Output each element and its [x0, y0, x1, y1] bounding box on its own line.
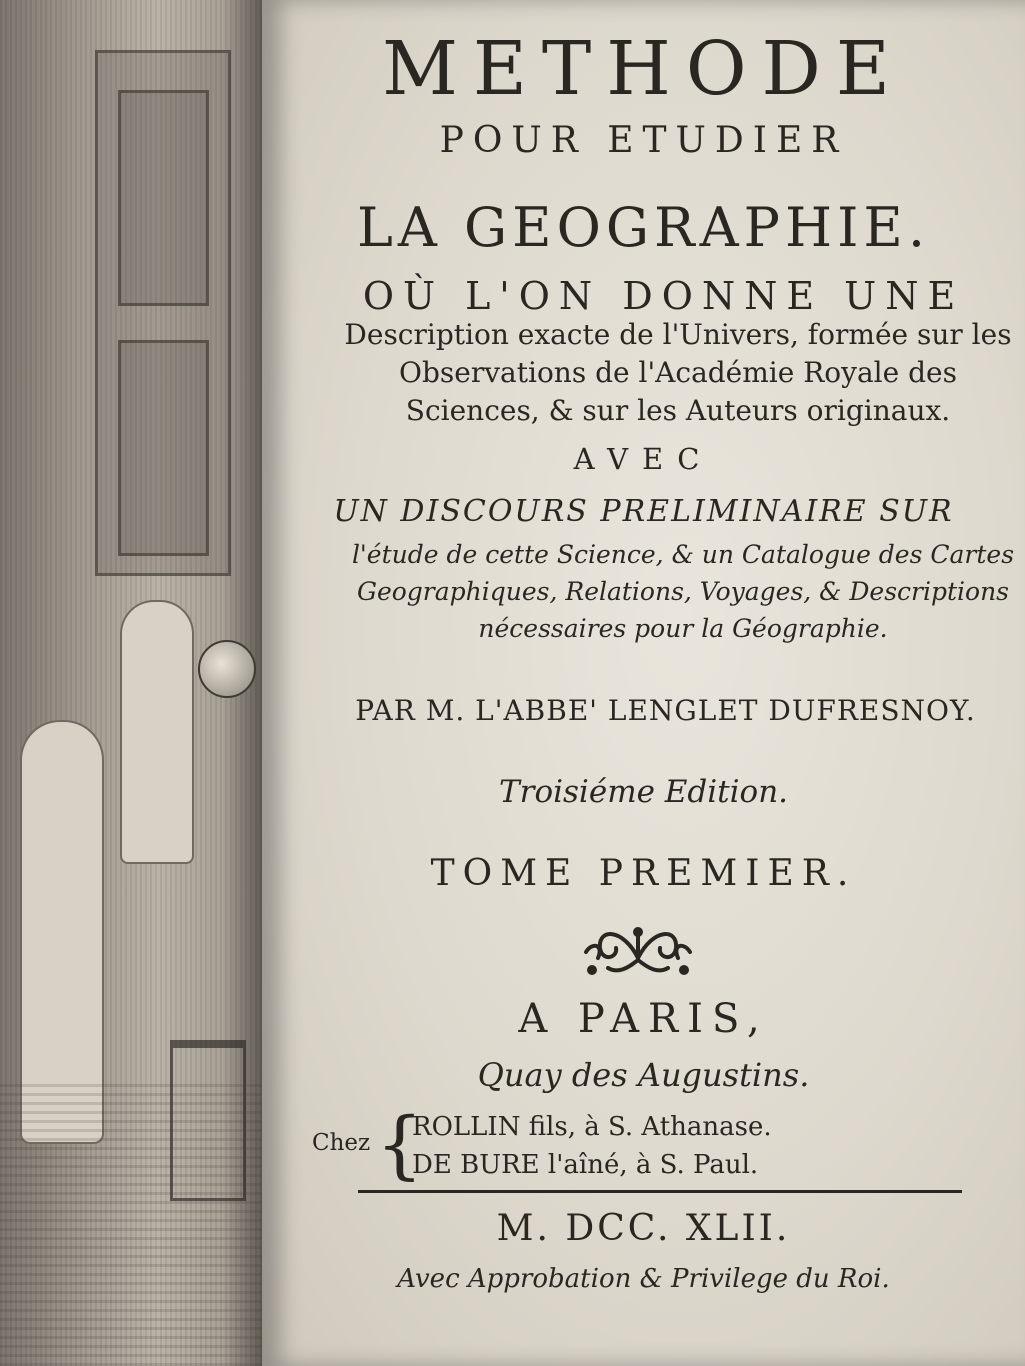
address-line: Quay des Augustins. — [477, 1056, 810, 1094]
where-line: OÙ L'ON DONNE UNE — [362, 274, 965, 318]
publisher-line-2: DE BURE l'aîné, à S. Paul. — [412, 1150, 759, 1180]
date-line: M. DCC. XLII. — [496, 1208, 791, 1249]
description-text: Description exacte de l'Univers, formée sur les Observations de l'Académie Royale des Sciences, & sur les Auteurs originaux. — [344, 318, 1012, 427]
title-page — [262, 0, 1025, 1366]
engraved-figure-back — [120, 600, 194, 864]
avec-line: AVEC — [573, 442, 714, 476]
subtitle-line-2: LA GEOGRAPHIE. — [357, 196, 930, 259]
discours-detail: l'étude de cette Science, & un Catalogue des Cartes Geographiques, Relations, Voyages, & Descriptions nécessaires pour la Géographie. — [351, 540, 1015, 643]
volume-line: TOME PREMIER. — [430, 853, 857, 894]
edition-line: Troisiéme Edition. — [498, 774, 789, 810]
chez-label: Chez — [312, 1130, 371, 1156]
publisher-brace-icon: { — [376, 1102, 424, 1188]
city-line: A PARIS, — [518, 996, 769, 1042]
discours-heading: UN DISCOURS PRELIMINAIRE SUR — [333, 494, 954, 529]
horizontal-rule — [358, 1190, 962, 1193]
engraved-globe — [198, 640, 256, 698]
publisher-line-1: ROLLIN fils, à S. Athanase. — [412, 1112, 772, 1142]
frontispiece-engraving — [0, 0, 262, 1366]
author-line: PAR M. L'ABBE' LENGLET DUFRESNOY. — [355, 694, 976, 727]
subtitle-line-1: POUR ETUDIER — [439, 120, 848, 161]
engraved-door-panel-lower — [118, 340, 209, 556]
engraved-door-panel-upper — [118, 90, 209, 306]
engraved-floor — [0, 1080, 262, 1366]
printers-ornament-icon — [578, 918, 698, 980]
main-title: METHODE — [382, 26, 905, 112]
approbation-line: Avec Approbation & Privilege du Roi. — [397, 1264, 890, 1294]
